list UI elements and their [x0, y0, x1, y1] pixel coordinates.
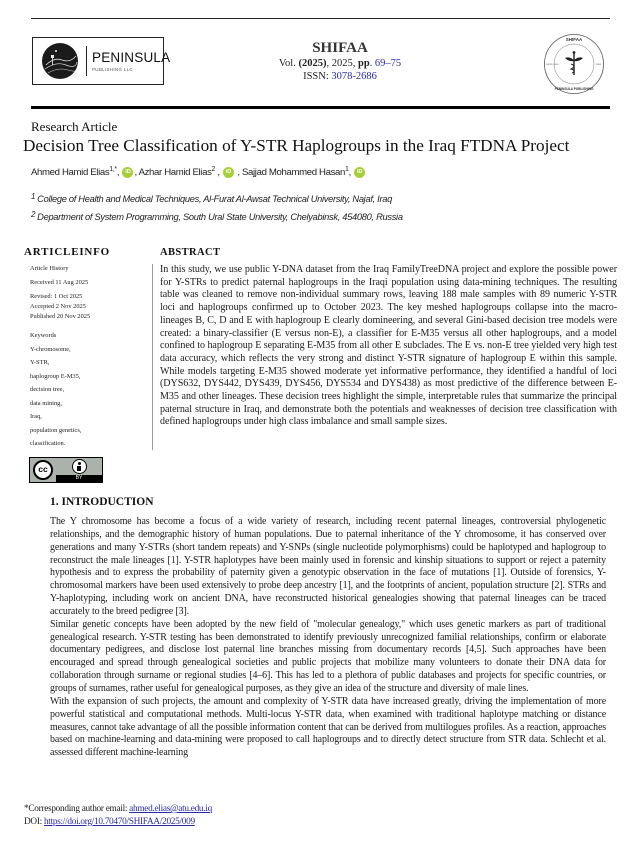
orcid-icon[interactable]: iD: [354, 167, 365, 178]
keyword: decision tree,: [30, 386, 65, 393]
intro-paragraph: With the expansion of such projects, the amount and complexity of Y-STR data have increased greatly, driving the implementation of more powerful statistical and computational methods. Multi-locus Y-STR data, when examined with traditional haplotype matching or distance measures, cannot take advantage of all the possible information content that can be derived from multilogues profiles. As a reaction, approaches based on machine-learning and data-mining were proposed to call haplogroups and to directly detect structure from STR data. Schlecht et al. assessed different machine-learning: [50, 695, 606, 759]
issn-link[interactable]: 3078-2686: [331, 71, 377, 82]
keyword: haplogroup E-M35,: [30, 372, 81, 380]
email-link[interactable]: ahmed.elias@atu.edu.iq: [129, 804, 212, 814]
journal-volume: Vol. (2025), 2025, pp. 69–75: [278, 58, 402, 69]
caduceus-icon: [565, 51, 583, 75]
accepted-date: Accepted 2 Nov 2025: [30, 303, 86, 310]
keyword: Y-chromosome,: [30, 345, 71, 353]
seal-top-text: SHIFAA: [565, 37, 583, 42]
revised-date: Revised: 1 Oct 2025: [30, 293, 83, 300]
author-name: Sajjad Mohammed Hasan: [241, 167, 346, 178]
doi-label: DOI:: [24, 816, 44, 827]
publisher-brand: PENINSULA: [92, 49, 171, 65]
history-label: Article History: [30, 265, 69, 272]
header-top-rule: [31, 18, 610, 19]
affiliation-text: College of Health and Medical Techniques, Al-Furat Al-Awsat Technical University, Najaf, Iraq: [37, 194, 392, 204]
received-date: Received 11 Aug 2025: [30, 279, 89, 286]
column-divider: [152, 264, 153, 450]
keywords-label: Keywords: [30, 332, 57, 339]
seal-left-text: ESTD. 2024: [546, 64, 559, 66]
volume-year: , 2025,: [326, 58, 358, 69]
volume-number: (2025): [298, 58, 327, 69]
email-label: *Corresponding author email:: [24, 804, 130, 814]
orcid-icon[interactable]: iD: [223, 167, 234, 178]
keyword: population genetics,: [30, 426, 82, 434]
volume-prefix: Vol.: [278, 58, 299, 69]
orcid-icon[interactable]: iD: [122, 167, 133, 178]
published-date: Published 20 Nov 2025: [30, 313, 91, 320]
doi-line: [24, 816, 212, 829]
author-affiliation-mark: 1: [345, 166, 349, 173]
article-info-heading: ARTICLEINFO: [24, 246, 111, 258]
journal-issn: [200, 70, 480, 83]
introduction-heading: 1. INTRODUCTION: [50, 496, 154, 508]
shifaa-seal-logo: [543, 33, 605, 95]
license-by-label: BY: [56, 475, 102, 482]
publisher-sub: PUBLISHING LLC: [92, 66, 133, 72]
abstract-heading: ABSTRACT: [160, 247, 221, 258]
publisher-logo: [32, 37, 171, 85]
affiliation-number: 1: [31, 192, 36, 201]
author-list: Ahmed Hamid Elias$^{1,*}$, iD , Azhar Hamid Elias$^2$ , iD , Sajjad Mohammed Hasan$^1$, iD: [31, 166, 366, 180]
abstract-text: In this study, we use public Y-DNA dataset from the Iraq FamilyTreeDNA project and explore the possible power for Y-STRs to predict paternal haplogroups in the Iraqi population using data-mining techniques. The resulting table was cleaned to remove non-individual summary rows, leaving 188 male samples with 89 numeric Y-STR loci and haplogroups confirmed up to October 2023. The key meshed haplogroups collapse into the macro-lineages B, C, D and E with haplogroup E clearly domineering, and several Gini-based decision tree models were created: a binary-classifier (E versus non-E), a classifier for E-M35 versus all other haplogroups, and a model confined to haplogroup E separating E-M35 from all other E subclades. The E vs. non-E tree yielded very high test data accuracy, which reflects the very strong and distinct Y-STR signature of haplogroup E within this sample. While models targeting E-M35 showed moderate yet informative performance, they identified a handful of loci (DYS632, DYS442, DYS439, DYS456, DYS534 and DYS438) as most predictive of the difference between E-M35 and other lineages. These decision trees highlight the simple, interpretable rules that summarize the principal paternal structure in Iraq, and demonstrate both the potentials and weaknesses of decision tree classification with defined haplogroups under high class imbalance and small sample sizes.: [160, 264, 617, 428]
pages-link[interactable]: 69–75: [374, 58, 402, 69]
landscape-globe-icon: [42, 43, 78, 79]
author-name: Ahmed Hamid Elias: [31, 167, 110, 178]
creative-commons-icon: cc: [33, 460, 53, 480]
logo-divider: [86, 46, 87, 76]
article-title: Decision Tree Classification of Y-STR Haplogroups in the Iraq FTDNA Project: [23, 136, 570, 155]
pages-label: pp: [357, 58, 370, 69]
seal-right-text: 2024: [596, 64, 601, 66]
introduction-body: [50, 516, 606, 760]
keyword: Iraq,: [30, 413, 42, 420]
cc-by-license-badge[interactable]: [29, 457, 103, 483]
footnote: [24, 803, 212, 828]
header-bottom-rule: [31, 106, 610, 109]
affiliation-2: [31, 211, 403, 223]
doi-link[interactable]: https://doi.org/10.70470/SHIFAA/2025/009: [43, 816, 195, 827]
attribution-person-icon: [72, 459, 87, 474]
journal-name: SHIFAA: [312, 40, 368, 56]
intro-paragraph: The Y chromosome has become a focus of a wide variety of research, including recent paternal lineages, controversial phylogenetic relationships, and the demographic history of human populations. Due to paternal inheritance of the Y chromosome, it has conserved over generations and many Y-STRs (short tandem repeats) and Y-SNPs (single nucleotide polymorphisms) could be haplotyped and haplogroup to reconstruct the male lineages [1]. Y-STR haplotypes have been mainly used in forensic and kinship situations to support or reject a paternity hypothesis and to express the probability of paternity given a genotypic observation in the face of mutations [1]. Outside of forensics, Y-chromosomal markers have been used extensively to probe deep ancestry [1], and the footprints of ancient, population structure [2]. STRs and Y-haplotyping, including work on ancient DNA, have reconstructed historical genealogies showing that paternal lineages can be traced accurately to the breed pedigree [3].: [50, 516, 606, 617]
affiliation-text: Department of System Programming, South Ural State University, Chelyabinsk, 454080, Russia: [37, 212, 403, 222]
author-name: Azhar Hamid Elias: [138, 167, 212, 178]
keyword: data mining,: [30, 399, 62, 407]
author-affiliation-mark: 1,*: [109, 166, 117, 173]
intro-paragraph: Similar genetic concepts have been adopted by the new field of "molecular genealogy," which uses genetic markers as part of traditional genealogical research. Y-STR testing has been demonstrated to identify previously unrecognized familial relationships, confirm or elaborate documentary pedigrees, and disclose lost paternal line branches missing from documentary records [4,5]. Such approaches have been encouraged and spread through genealogical societies and public projects that mobilize many volunteers to donate their DNA data for collaboration through surname or regional studies [4–6]. This has led to a plethora of public databases and projects for specific countries, or groups of surnames, rather useful for genealogical purposes, as they give an idea of the structure and diversity of male lines.: [50, 618, 606, 694]
affiliation-1: [31, 193, 392, 205]
corresponding-author: [24, 803, 212, 816]
issn-label: ISSN:: [303, 71, 332, 82]
affiliation-number: 2: [31, 210, 36, 219]
article-type: Research Article: [31, 119, 118, 134]
keyword: classification.: [30, 440, 66, 447]
author-affiliation-mark: 2: [211, 166, 216, 173]
journal-info: [200, 40, 480, 83]
keyword: Y-STR,: [30, 359, 50, 366]
article-info-panel: [30, 264, 150, 451]
seal-bottom-text: PENINSULA PUBLISHING: [554, 87, 594, 91]
